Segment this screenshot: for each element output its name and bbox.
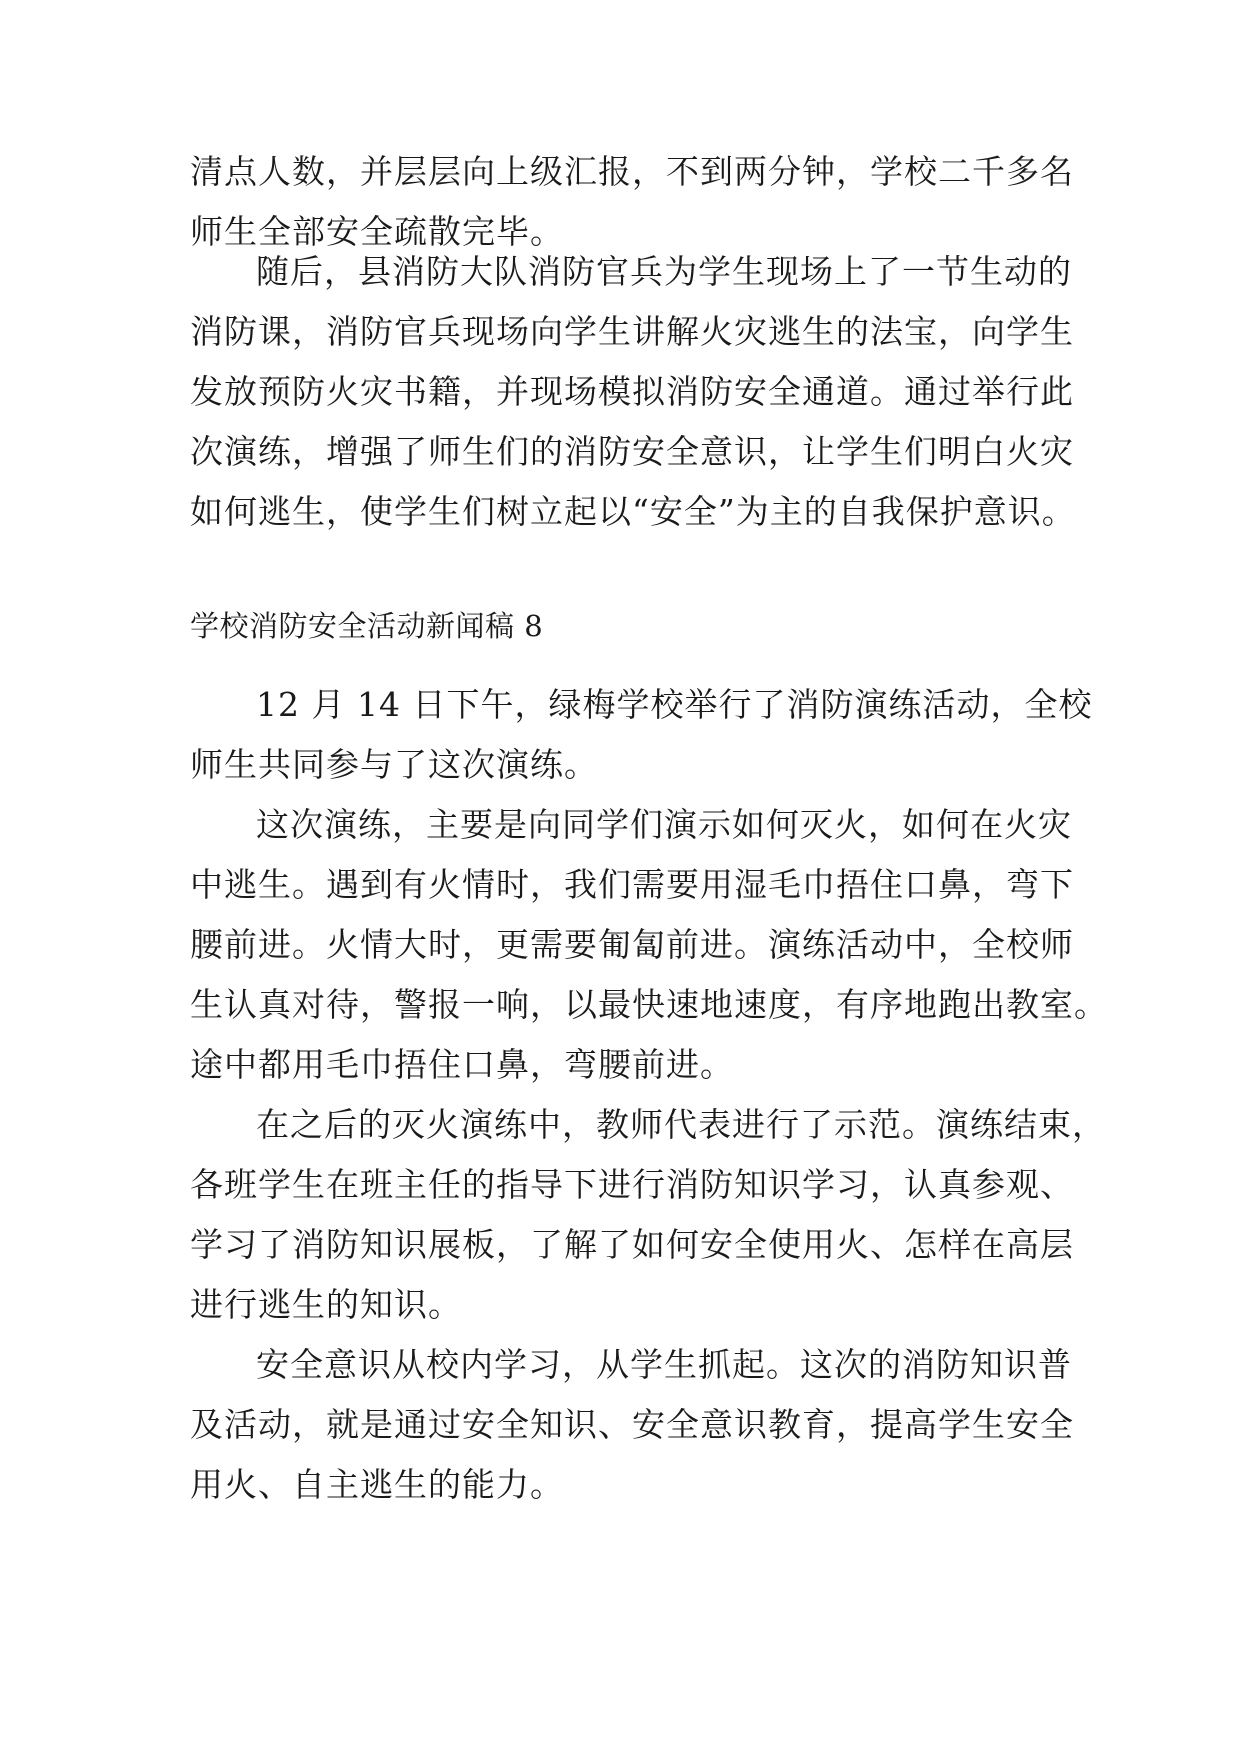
text-line: 腰前进。火情大时，更需要匍匐前进。演练活动中，全校师 [190, 925, 1074, 964]
text-line: 清点人数，并层层向上级汇报，不到两分钟，学校二千多名 [190, 152, 1074, 191]
text-line: 12 月 14 日下午，绿梅学校举行了消防演练活动，全校 [256, 685, 1093, 724]
text-line: 途中都用毛巾捂住口鼻，弯腰前进。 [190, 1045, 734, 1084]
text-line: 如何逃生，使学生们树立起以“安全”为主的自我保护意识。 [190, 492, 1076, 531]
text-line: 及活动，就是通过安全知识、安全意识教育，提高学生安全 [190, 1405, 1074, 1444]
text-line: 中逃生。遇到有火情时，我们需要用湿毛巾捂住口鼻，弯下 [190, 865, 1074, 904]
text-line: 师生全部安全疏散完毕。 [190, 212, 564, 251]
text-line: 用火、自主逃生的能力。 [190, 1465, 564, 1504]
text-line: 师生共同参与了这次演练。 [190, 745, 598, 784]
paragraph-drill-description [190, 795, 1108, 1095]
text-line: 各班学生在班主任的指导下进行消防知识学习，认真参观、 [190, 1165, 1074, 1204]
text-line: 消防课，消防官兵现场向学生讲解火灾逃生的法宝，向学生 [190, 312, 1074, 351]
paragraph-intro [190, 675, 1093, 795]
text-line: 随后，县消防大队消防官兵为学生现场上了一节生动的 [256, 252, 1072, 291]
paragraph-conclusion [190, 1335, 1074, 1515]
text-line: 生认真对待，警报一响，以最快速地速度，有序地跑出教室。 [190, 985, 1108, 1024]
text-line: 在之后的灭火演练中，教师代表进行了示范。演练结束， [256, 1105, 1106, 1144]
text-line: 次演练，增强了师生们的消防安全意识，让学生们明白火灾 [190, 432, 1074, 471]
text-line: 进行逃生的知识。 [190, 1285, 462, 1324]
text-line: 这次演练，主要是向同学们演示如何灭火，如何在火灾 [256, 805, 1072, 844]
text-line: 安全意识从校内学习，从学生抓起。这次的消防知识普 [256, 1345, 1072, 1384]
text-line: 发放预防火灾书籍，并现场模拟消防安全通道。通过举行此 [190, 372, 1074, 411]
paragraph-demonstration [190, 1095, 1106, 1335]
paragraph-fire-lesson [190, 242, 1076, 542]
section-heading: 学校消防安全活动新闻稿 8 [190, 609, 544, 643]
text-line: 学习了消防知识展板，了解了如何安全使用火、怎样在高层 [190, 1225, 1074, 1264]
